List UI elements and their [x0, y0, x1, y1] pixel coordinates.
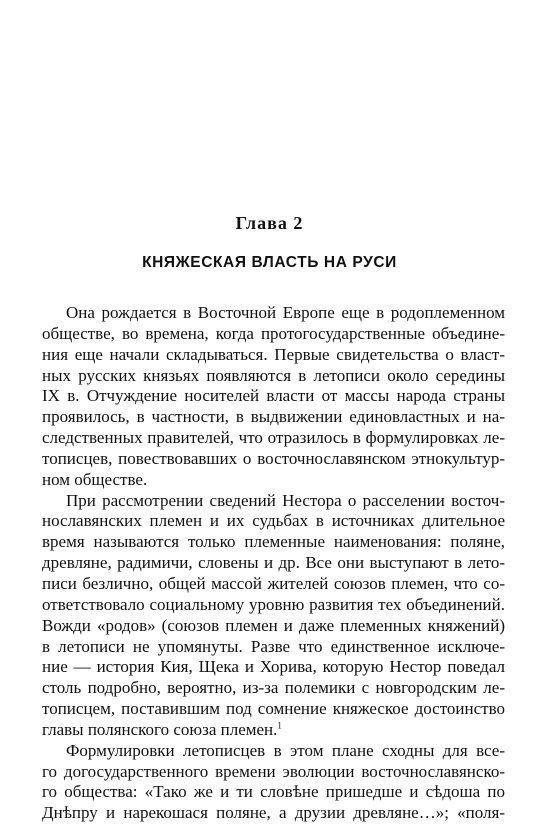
text-line: ном обществе.	[42, 469, 148, 489]
text-line: обществе, во времена, когда протогосударственные объедине-	[42, 323, 505, 343]
text-line: время называются только племенные наименования: поляне,	[42, 532, 505, 552]
text-line: столь подробно, вероятно, из-за полемики с новгородским ле-	[42, 678, 505, 698]
text-line: ответствовало социальному уровню развития тех объединений.	[42, 594, 505, 614]
text-line: тописцев, повествовавших о восточнославянском этнокультур-	[42, 448, 505, 468]
footnote-marker[interactable]: 1	[277, 720, 282, 731]
text-line: нославянских племен и их судьбах в источниках длительное	[42, 511, 505, 531]
paragraph-2	[42, 491, 505, 741]
text-line: проявилось, в частности, в выдвижении единовластных и на-	[42, 407, 505, 427]
paragraph-3	[42, 741, 505, 824]
text-line: тописцем, поставившим под сомнение княжеское достоинство	[42, 699, 505, 719]
text-line: Она рождается в Восточной Европе еще в родоплеменном	[66, 303, 505, 322]
text-line: ния еще начали складываться. Первые свидетельства о власт-	[42, 344, 505, 364]
text-line: древляне, радимичи, словены и др. Все они выступают в лето-	[42, 553, 505, 573]
text-line: го общества: «Тако же и ти словѣне пришедше и сѣдоша по	[42, 782, 505, 802]
text-line: IX в. Отчуждение носителей власти от массы народа страны	[42, 386, 505, 406]
text-line: писи безлично, общей массой жителей союзов племен, что со-	[42, 573, 505, 593]
body-text	[42, 303, 505, 824]
text-line: Формулировки летописцев в этом плане сходны для все-	[66, 740, 505, 760]
text-line: Вожди «родов» (союзов племен и даже племенных княжений)	[42, 615, 505, 635]
text-line: следственных правителей, что отразилось в формулировках ле-	[42, 428, 505, 448]
text-line: При рассмотрении сведений Нестора о расселении восточ-	[66, 490, 505, 510]
text-line: главы полянского союза племен.	[42, 719, 278, 739]
text-line: ных русских князьях появляются в летописи около середины	[42, 365, 505, 385]
text-line-with-footnote	[42, 720, 505, 741]
text-line: го догосударственного времени эволюции восточнославянско-	[42, 761, 505, 781]
text-line: ние — история Кия, Щека и Хорива, которую Нестор поведал	[42, 657, 505, 677]
chapter-title: КНЯЖЕСКАЯ ВЛАСТЬ НА РУСИ	[142, 254, 397, 271]
text-line: в летописи не упомянуты. Разве что единственное исключе-	[42, 636, 505, 656]
text-line: Днѣпру и нарекошася поляне, а друзии древляне…»; «поля-	[42, 803, 505, 823]
chapter-number: Глава 2	[235, 213, 304, 233]
paragraph-1	[42, 303, 505, 491]
